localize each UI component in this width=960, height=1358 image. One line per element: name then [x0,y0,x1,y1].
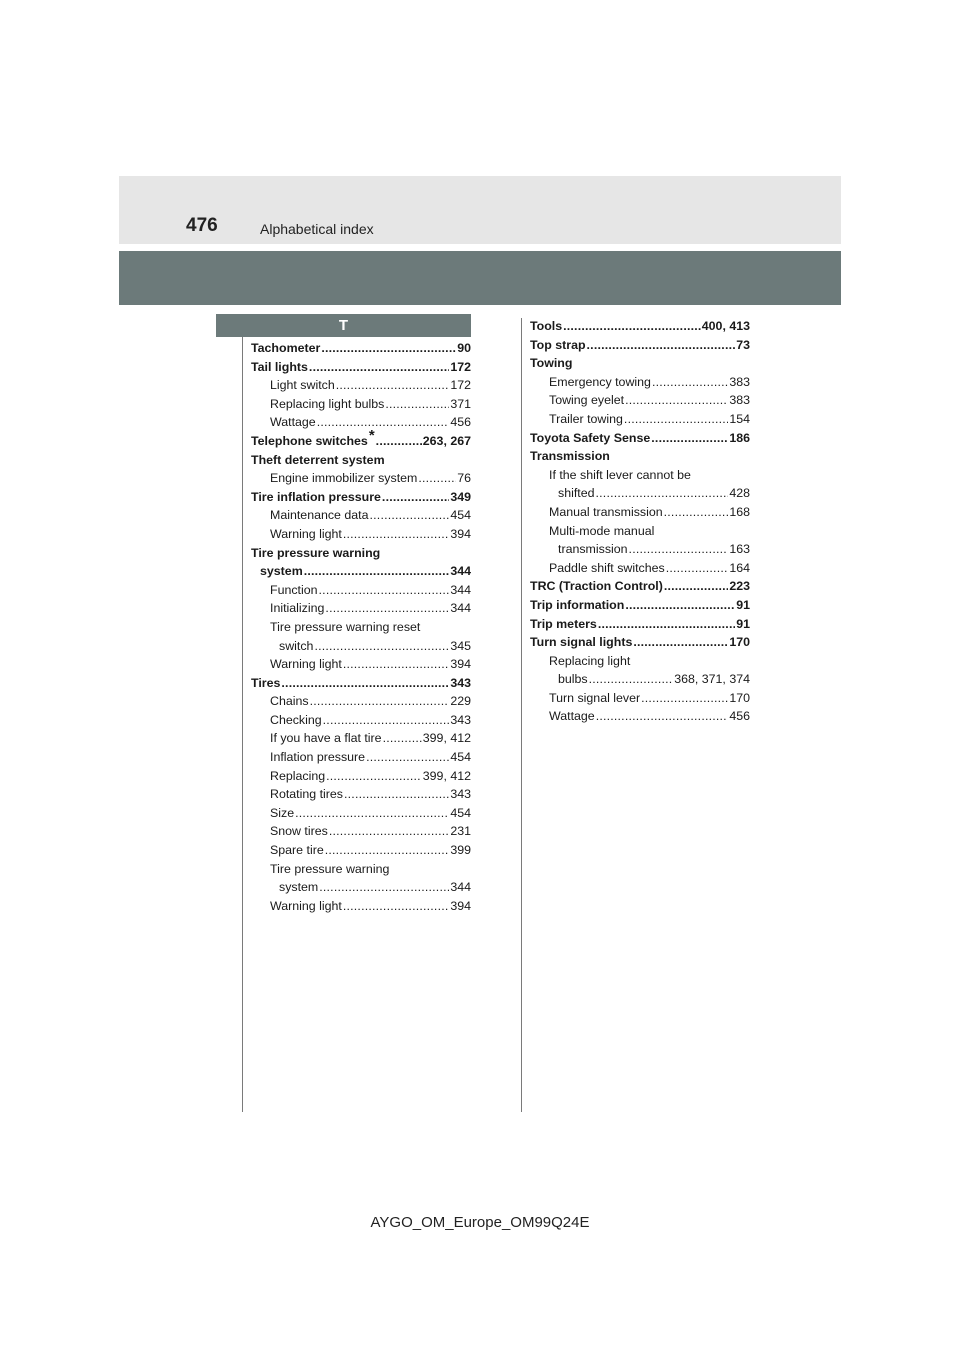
index-entry-term: bulbs [558,672,588,687]
index-entry-page[interactable]: 343 [450,675,471,690]
dot-leader [343,897,449,916]
index-entry [530,503,750,522]
index-entry [251,544,471,563]
dot-leader [382,488,449,507]
footnote-star: * [368,426,375,444]
index-entry [251,822,471,841]
index-entry-term: Paddle shift switches [549,560,665,575]
index-entry-term: Multi-mode manual [549,523,655,538]
index-entry [530,707,750,726]
dot-leader [587,336,736,355]
index-entry-page[interactable]: 368, 371, 374 [674,672,750,687]
dot-leader [376,432,422,451]
dot-leader [281,674,449,693]
index-entry-term: Spare tire [270,843,324,858]
index-entry-term: Replacing [270,768,326,783]
index-entry-page[interactable]: 456 [729,709,750,724]
dot-leader [652,373,728,392]
index-entry-term: Snow tires [270,824,328,839]
index-entry [530,336,750,355]
index-entry [251,376,471,395]
index-entry-page[interactable]: 456 [450,415,471,430]
dot-leader [325,599,449,618]
index-entry-page[interactable]: 73 [736,337,750,352]
dot-leader [589,670,674,689]
dot-leader [651,429,728,448]
index-entry-page[interactable]: 344 [450,582,471,597]
index-entry [530,689,750,708]
dot-leader [633,633,728,652]
index-entry-page[interactable]: 186 [729,430,750,445]
index-entry-term: If you have a flat tire [270,731,382,746]
index-entry-page[interactable]: 394 [450,898,471,913]
index-entry-term: TRC (Traction Control) [530,579,663,594]
dot-leader [366,748,449,767]
index-entry-page[interactable]: 344 [450,880,471,895]
index-entry-page[interactable]: 91 [736,597,750,612]
dot-leader [666,559,729,578]
index-entry [251,729,471,748]
index-entry-term: Turn signal lever [549,690,641,705]
index-entry-term: Checking [270,712,322,727]
index-entry-term: Tires [251,675,281,690]
index-entry [530,447,750,466]
index-entry [251,469,471,488]
index-entry [530,652,750,671]
index-entry [530,317,750,336]
index-entry-term: If the shift lever cannot be [549,467,691,482]
index-entry-term: Chains [270,694,309,709]
index-entry [251,655,471,674]
index-entry-page[interactable]: 399, 412 [422,768,471,783]
right-column-rule [521,318,522,1112]
index-entry-page[interactable]: 223 [729,579,750,594]
index-entry-term: shifted [558,486,595,501]
index-entry-page[interactable]: 343 [450,712,471,727]
index-entry [251,748,471,767]
index-entry-term: Replacing light bulbs [270,396,385,411]
index-entry [251,878,471,897]
dot-leader [343,525,449,544]
dot-leader [323,711,450,730]
dot-leader [309,358,449,377]
index-entry [530,484,750,503]
index-entry-term: Inflation pressure [270,750,366,765]
dot-leader [314,637,449,656]
index-entry-page[interactable]: 170 [729,690,750,705]
index-entry-page[interactable]: 344 [450,564,471,579]
index-entry-term: Warning light [270,526,342,541]
index-entry [251,674,471,693]
index-entry [530,670,750,689]
index-entry-page[interactable]: 154 [729,411,750,426]
dot-leader [629,540,729,559]
index-entry [251,692,471,711]
index-entry [530,559,750,578]
index-entry [251,426,471,451]
index-entry-term: Top strap [530,337,586,352]
index-entry-page[interactable]: 76 [457,471,471,486]
index-entry [251,358,471,377]
index-entry-page[interactable]: 164 [729,560,750,575]
section-title: Alphabetical index [260,221,374,237]
index-entry-page[interactable]: 383 [729,393,750,408]
index-entry-page[interactable]: 344 [450,601,471,616]
dot-leader [664,503,729,522]
index-entry [251,562,471,581]
index-entry-page[interactable]: 394 [450,526,471,541]
index-entry-term: Emergency towing [549,374,651,389]
index-entry-term: Warning light [270,657,342,672]
dot-leader [343,655,449,674]
index-entry [530,410,750,429]
index-entry-term: Toyota Safety Sense [530,430,651,445]
index-entry-term: Transmission [530,449,610,464]
page-number: 476 [186,215,218,236]
dot-leader [319,878,449,897]
index-entry-page[interactable]: 399 [450,843,471,858]
header-divider-band [119,251,841,305]
index-entry [251,413,471,432]
index-entry [530,596,750,615]
dot-leader [625,596,735,615]
index-entry [251,339,471,358]
index-entry [251,488,471,507]
index-entry [530,577,750,596]
index-entry-page[interactable]: 172 [450,359,471,374]
left-column-rule [242,337,243,1112]
index-entry-term: Tools [530,319,563,333]
index-entry-page[interactable]: 263, 267 [422,433,471,448]
index-entry-page[interactable]: 345 [450,638,471,653]
index-entry-page[interactable]: 399, 412 [422,731,471,746]
index-entry [251,618,471,637]
index-entry-term: Trip information [530,597,625,612]
index-entry-page[interactable]: 428 [729,486,750,501]
index-entry [530,522,750,541]
index-entry-page[interactable]: 454 [450,508,471,523]
index-entry-term: Tire inflation pressure [251,489,381,504]
index-entry-term: Turn signal lights [530,635,633,650]
index-entry-term: Manual transmission [549,504,663,519]
index-entry [530,429,750,448]
index-entry-page[interactable]: 343 [450,787,471,802]
index-entry-term: Tachometer [251,341,321,355]
index-entry-term: system [260,564,303,579]
dot-leader [625,391,728,410]
index-entry-term: Trailer towing [549,411,623,426]
index-entry-term: Tire pressure warning [270,861,390,876]
index-entry [251,711,471,730]
dot-leader [321,339,456,358]
index-entry-page[interactable]: 383 [729,374,750,389]
dot-leader [310,692,450,711]
dot-leader [329,822,449,841]
index-column-left [251,339,471,915]
dot-leader [304,562,450,581]
index-entry-term: Size [270,805,295,820]
index-entry-page[interactable]: 394 [450,657,471,672]
index-column-right [530,317,750,726]
dot-leader [641,689,728,708]
index-entry-page[interactable]: 400, 413 [701,319,750,333]
index-entry [530,615,750,634]
index-entry [251,785,471,804]
index-entry-page[interactable]: 91 [736,616,750,631]
index-entry-term: Tire pressure warning [251,545,381,560]
index-entry [251,804,471,823]
index-entry-page[interactable]: 163 [729,542,750,557]
index-entry-term: transmission [558,542,628,557]
index-entry [251,767,471,786]
index-entry-page[interactable]: 349 [450,489,471,504]
index-entry-term: Theft deterrent system [251,452,385,467]
index-entry [530,633,750,652]
dot-leader [383,729,422,748]
index-entry-page[interactable]: 172 [450,378,471,393]
index-entry [251,860,471,879]
dot-leader [664,577,728,596]
index-entry [530,354,750,373]
index-entry [251,599,471,618]
dot-leader [596,707,729,726]
index-entry-page[interactable]: 231 [450,824,471,839]
index-entry-page[interactable]: 454 [450,805,471,820]
index-entry [251,525,471,544]
index-entry [251,395,471,414]
index-entry-term: Rotating tires [270,787,344,802]
dot-leader [370,506,450,525]
dot-leader [344,785,449,804]
dot-leader [319,581,450,600]
header-band [119,176,841,244]
index-entry [530,373,750,392]
dot-leader [325,841,450,860]
index-entry-term: Towing eyelet [549,393,625,408]
index-entry-page[interactable]: 170 [729,635,750,650]
dot-leader [295,804,449,823]
dot-leader [326,767,422,786]
index-entry [530,466,750,485]
dot-leader [385,395,449,414]
index-entry-term: Function [270,582,318,597]
index-entry [251,841,471,860]
dot-leader [418,469,456,488]
index-entry [251,637,471,656]
index-entry [530,540,750,559]
index-entry [251,581,471,600]
index-entry-term: Wattage [270,415,316,430]
index-letter-heading: T [216,314,471,337]
index-entry [530,391,750,410]
index-entry-page[interactable]: 168 [729,504,750,519]
index-entry-term: Maintenance data [270,508,369,523]
index-entry-term: Replacing light [549,653,631,668]
index-entry [251,897,471,916]
index-entry-page[interactable]: 371 [450,396,471,411]
dot-leader [317,413,450,432]
dot-leader [336,376,450,395]
index-entry-term: Warning light [270,898,342,913]
index-entry-page[interactable]: 454 [450,750,471,765]
index-entry-term: Trip meters [530,616,597,631]
index-entry [251,451,471,470]
dot-leader [563,317,701,336]
index-entry [251,506,471,525]
index-entry-term: Wattage [549,709,595,724]
document-code: AYGO_OM_Europe_OM99Q24E [370,1214,590,1231]
index-entry-page[interactable]: 229 [450,694,471,709]
index-entry-term: Towing [530,356,573,371]
index-entry-term: Light switch [270,378,335,393]
index-entry-term: Tire pressure warning reset [270,619,421,634]
dot-leader [624,410,728,429]
index-entry-term: system [279,880,319,895]
index-entry-term: switch [279,638,314,653]
index-entry-term: Engine immobilizer system [270,471,418,486]
index-entry-term: Initializing [270,601,325,616]
index-entry-page[interactable]: 90 [457,341,471,355]
dot-leader [596,484,729,503]
index-entry-term: Telephone switches [251,433,368,448]
dot-leader [598,615,735,634]
index-entry-term: Tail lights [251,359,308,374]
